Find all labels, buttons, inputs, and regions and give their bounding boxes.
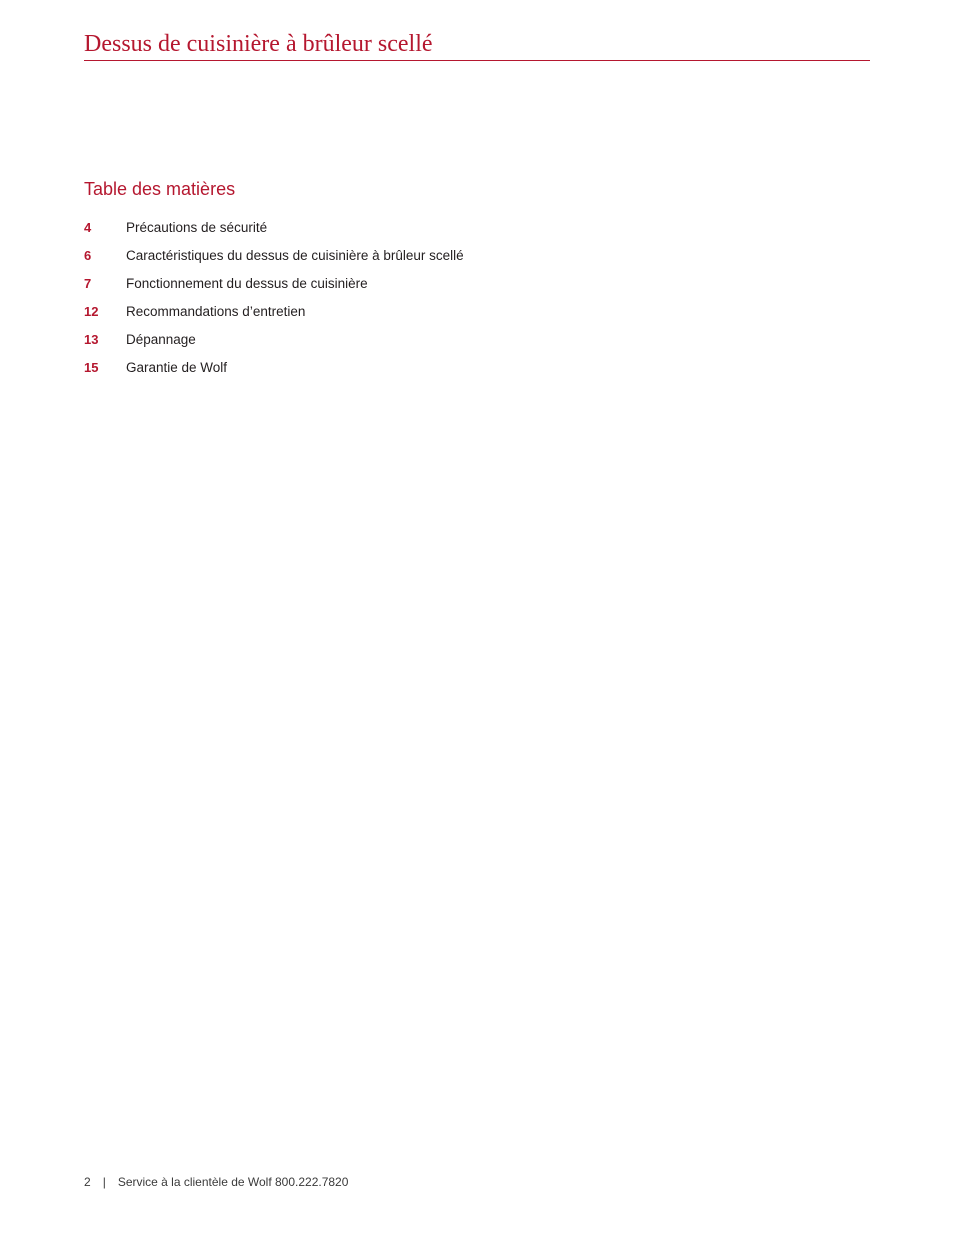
toc-item-features[interactable] (84, 242, 464, 270)
toc-entry-title: Précautions de sécurité (126, 220, 268, 235)
toc-entry-title: Recommandations d’entretien (126, 304, 306, 319)
toc-page-number: 6 (84, 248, 92, 263)
table-of-contents (84, 214, 464, 382)
toc-item-troubleshooting[interactable] (84, 326, 464, 354)
toc-entry-title: Fonctionnement du dessus de cuisinière (126, 276, 368, 291)
toc-item-operation[interactable] (84, 270, 464, 298)
toc-page-number: 12 (84, 304, 99, 319)
page-title: Dessus de cuisinière à brûleur scellé (84, 31, 433, 57)
toc-page-number: 7 (84, 276, 92, 291)
toc-page-number: 13 (84, 332, 99, 347)
footer-separator: | (102, 1175, 106, 1189)
footer-service-text: Service à la clientèle de Wolf 800.222.7820 (117, 1175, 349, 1189)
toc-item-safety[interactable] (84, 214, 464, 242)
toc-page-number: 15 (84, 360, 99, 375)
toc-entry-title: Dépannage (126, 332, 196, 347)
toc-entry-title: Garantie de Wolf (126, 360, 228, 375)
footer-page-number: 2 (84, 1175, 91, 1189)
toc-item-care[interactable] (84, 298, 464, 326)
toc-heading: Table des matières (84, 179, 236, 199)
page-header (84, 30, 870, 61)
toc-item-warranty[interactable] (84, 354, 464, 382)
toc-entry-title: Caractéristiques du dessus de cuisinière à brûleur scellé (126, 248, 464, 263)
toc-page-number: 4 (84, 220, 92, 235)
page-footer (84, 1174, 348, 1190)
